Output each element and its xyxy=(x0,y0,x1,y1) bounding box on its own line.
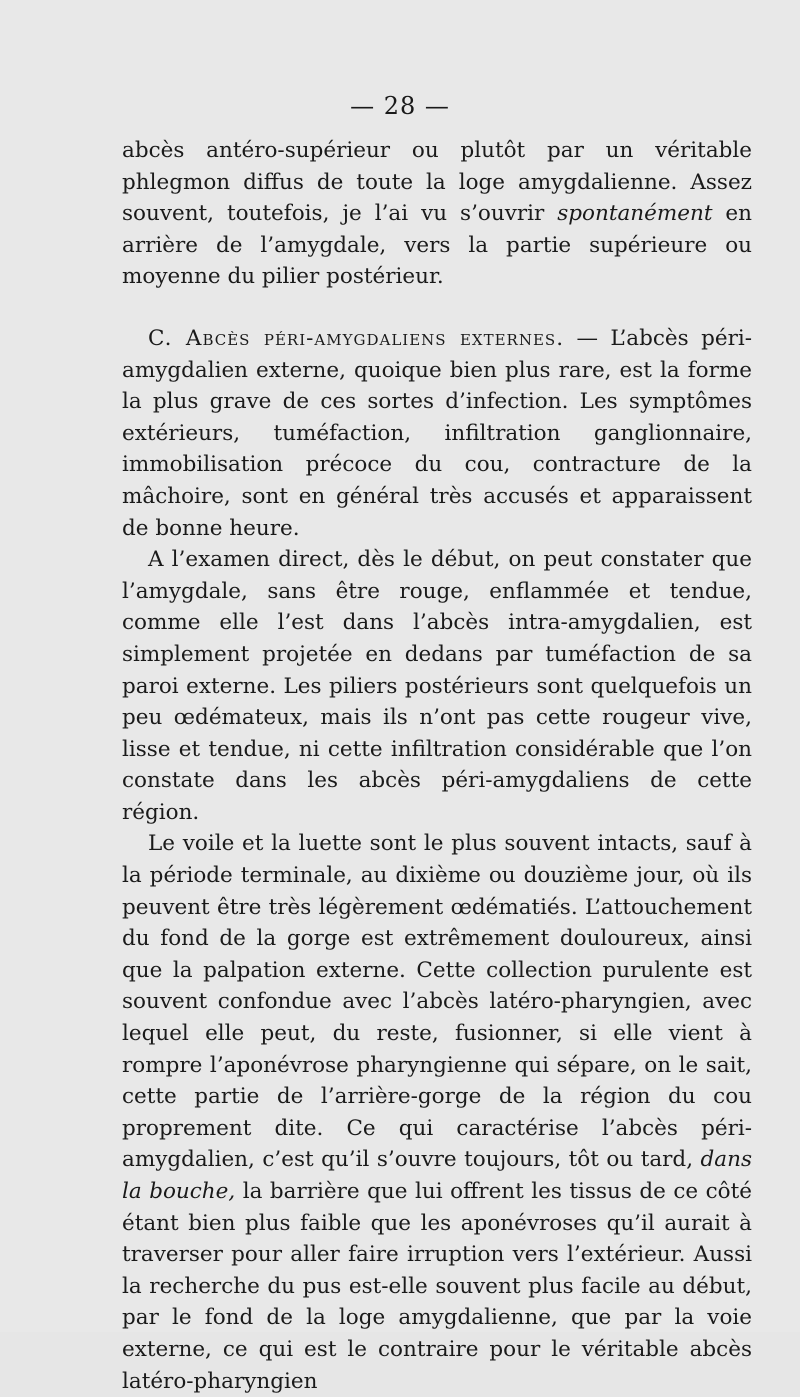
paragraph-4-text: Le voile et la luette sont le plus souvent intacts, sauf à la période terminale, au dixième ou douzième jour, où ils peuvent être très légèrement œdématiés. L’attouchement du fond de la gorge est extrêmement douloureux, ainsi que la palpation externe. Cette collection purulente est souvent confondue avec l’abcès latéro-pharyngien, avec lequel elle peut, du reste, fusionner, si elle vient à rompre l’aponévrose pharyngienne qui sépare, on le sait, cette partie de l’arrière-gorge de la région du cou proprement dite. Ce qui caractérise l’abcès péri-amygdalien, c’est qu’il s’ouvre toujours, tôt ou tard, xyxy=(122,831,752,1173)
section-heading: C. Abcès péri-amygdaliens externes. xyxy=(148,325,565,351)
paragraph-1 xyxy=(122,135,752,293)
page-number: — 28 — xyxy=(350,92,450,120)
paragraph-3 xyxy=(122,544,752,828)
paragraph-4 xyxy=(122,828,752,1397)
paragraph-2 xyxy=(122,323,752,544)
paragraph-1-text: abcès antéro-supérieur ou plutôt par un véritable phlegmon diffus de toute la loge amygdalienne. Assez souvent, toutefois, je l’ai vu s’ouvrir xyxy=(122,138,752,227)
paragraph-1-text-end: en arrière de l’amygdale, vers la partie supérieure ou moyenne du pilier postérieur. xyxy=(122,201,752,290)
page-body xyxy=(122,135,752,1397)
paragraph-3-text: A l’examen direct, dès le début, on peut constater que l’amygdale, sans être rouge, enflammée et tendue, comme elle l’est dans l’abcès intra-amygdalien, est simplement projetée en dedans par tuméfaction de sa paroi externe. Les piliers postérieurs sont quelquefois un peu œdémateux, mais ils n’ont pas cette rougeur vive, lisse et tendue, ni cette infiltration considérable que l’on constate dans les abcès péri-amygdaliens de cette région. xyxy=(122,547,752,825)
paragraph-4-italic: dans la bouche, xyxy=(122,1147,752,1204)
paragraph-4-text-end: la barrière que lui offrent les tissus de ce côté étant bien plus faible que les aponévroses qu’il aurait à traverser pour aller faire irruption vers l’extérieur. Aussi la recherche du pus est-elle souvent plus facile au début, par le fond de la loge amygdalienne, que par la voie externe, ce qui est le contraire pour le véritable abcès latéro-pharyngien xyxy=(122,1179,752,1394)
paragraph-2-text: — L’abcès péri-amygdalien externe, quoique bien plus rare, est la forme la plus grave de ces sortes d’infection. Les symptômes extérieurs, tuméfaction, infiltration ganglionnaire, immobilisation précoce du cou, contracture de la mâchoire, sont en général très accusés et apparaissent de bonne heure. xyxy=(122,325,752,541)
paragraph-1-italic: spontanément xyxy=(557,201,713,227)
